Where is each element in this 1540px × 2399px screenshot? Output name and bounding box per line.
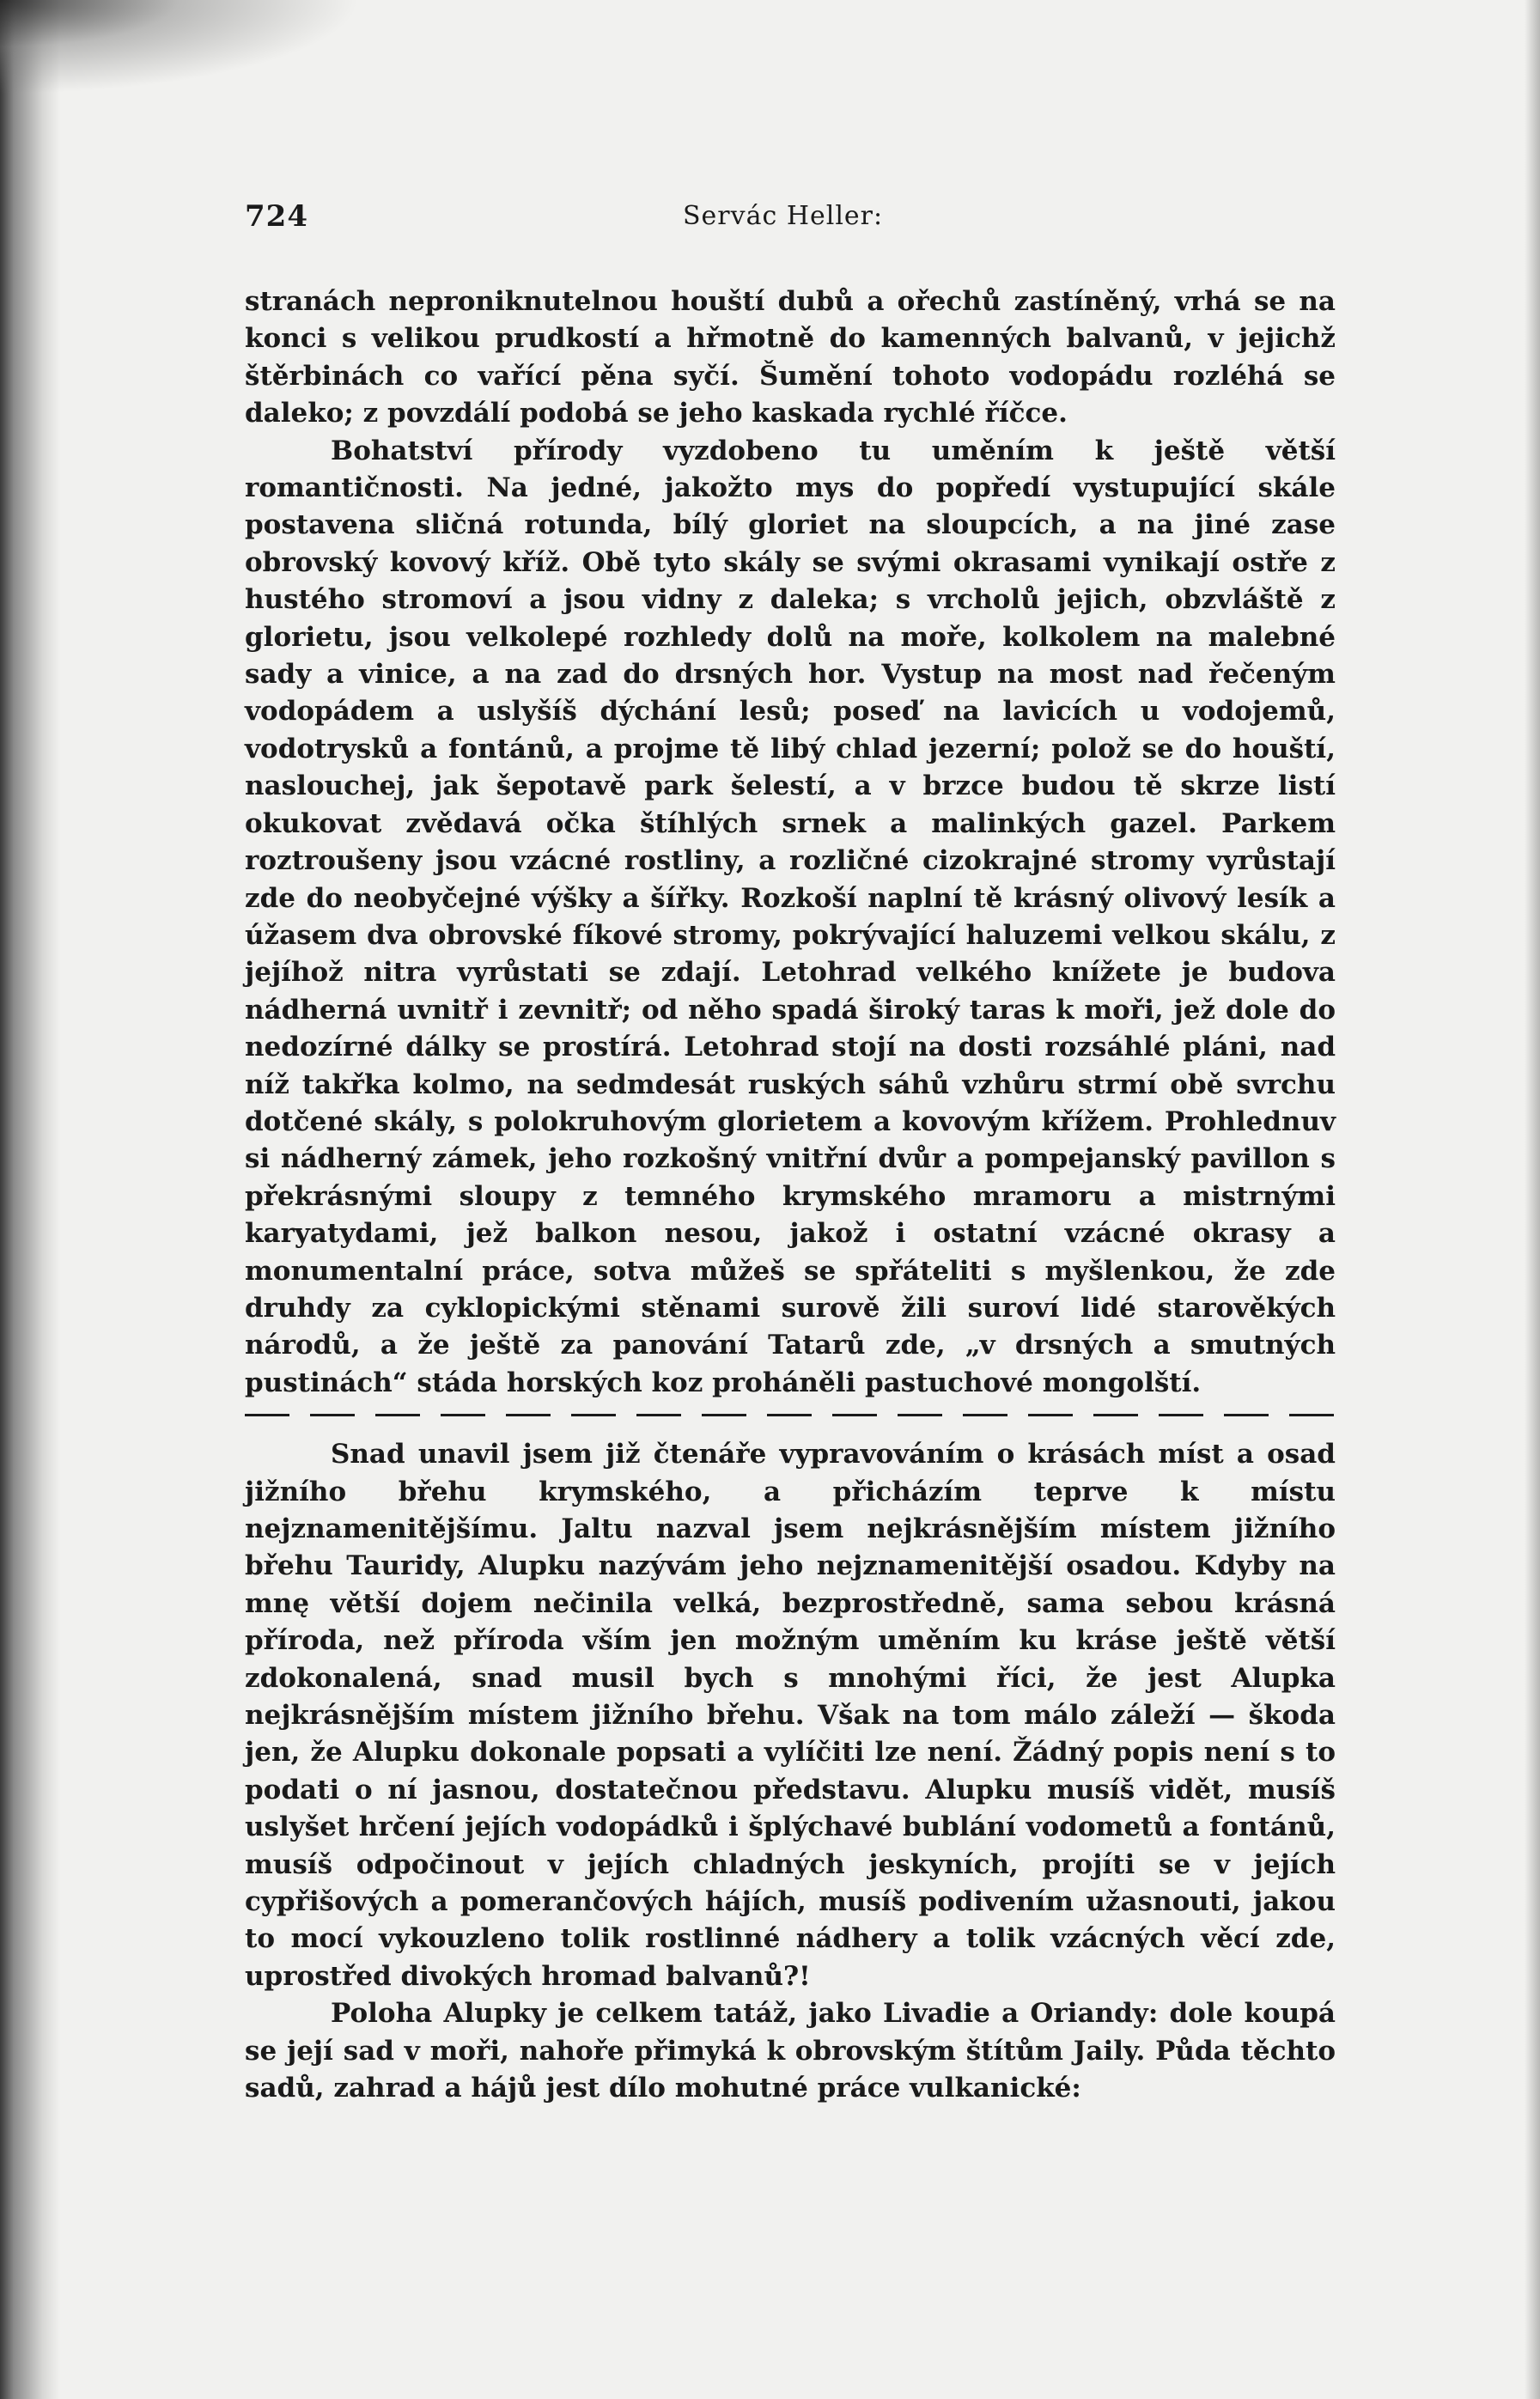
separator-dash (1093, 1414, 1138, 1416)
separator-dash (310, 1414, 355, 1416)
separator-dash (898, 1414, 942, 1416)
separator-dash (571, 1414, 616, 1416)
page-edge-shadow-top (0, 0, 361, 94)
page-edge-shadow-left (0, 0, 60, 2399)
separator-dash (441, 1414, 485, 1416)
separator-dash (375, 1414, 420, 1416)
separator-dash (767, 1414, 812, 1416)
separator-dash (506, 1414, 551, 1416)
paragraph: Snad unavil jsem již čtenáře vypravováním o krásách míst a osad jižního břehu krymského, a přicházím teprve k místu nejznamenitějšímu. Jaltu nazval jsem nejkrásnějším místem jižního břehu Tauridy, Alupku nazývám jeho nejznamenitější osadou. Kdyby na mnę větší dojem nečinila velká, bezprostředně, sama sebou krásná příroda, než příroda vším jen možným uměním ku kráse ještě větší zdokonalená, snad musil bych s mnohými říci, že jest Alupka nejkrásnějším místem jižního břehu. Však na tom málo záleží — škoda jen, že Alupku dokonale popsati a vylíčiti lze není. Žádný popis není s to podati o ní jasnou, dostatečnou představu. Alupku musíš vidět, musíš uslyšet hrčení jejích vodopádků i šplýchavé bublání vodometů a fontánů, musíš odpočinout v jejích chladných jeskyních, projíti se v jejích cypřišových a pomerančových hájích, musíš podivením užasnouti, jakou to mocí vykouzleno tolik rostlinné nádhery a tolik vzácných věcí zde, uprostřed divokých hromad balvanů?! (245, 1439, 1336, 1992)
separator-dash (1028, 1414, 1073, 1416)
body-text (245, 283, 1336, 2108)
page-edge-shadow-right (1525, 0, 1540, 2399)
page-number: 724 (245, 199, 308, 234)
separator-dash (963, 1414, 1007, 1416)
paragraph: stranách neproniknutelnou houští dubů a ořechů zastíněný, vrhá se na konci s velikou prudkostí a hřmotně do kamenných balvanů, v jejichž štěrbinách co vařící pěna syčí. Šumění tohoto vodopádu rozléhá se daleko; z povzdálí podobá se jeho kaskada rychlé říčce. (245, 286, 1336, 429)
separator-dash (636, 1414, 681, 1416)
running-head: Servác Heller: (683, 201, 884, 231)
section-two (245, 1436, 1336, 2107)
page-header (245, 199, 1344, 242)
separator-dash (1159, 1414, 1203, 1416)
separator-dash (702, 1414, 746, 1416)
paragraph: Poloha Alupky je celkem tatáž, jako Livadie a Oriandy: dole koupá se její sad v moři, nahoře přimyká k obrovským štítům Jaily. Půda těchto sadů, zahrad a hájů jest dílo mohutné práce vulkanické: (245, 1998, 1336, 2104)
paragraph: Bohatství přírody vyzdobeno tu uměním k ještě větší romantičnosti. Na jedné, jakožto mys do popředí vystupující skále postavena sličná rotunda, bílý gloriet na sloupcích, a na jiné zase obrovský kovový kříž. Obě tyto skály se svými okrasami vynikají ostře z hustého stromoví a jsou vidny z daleka; s vrcholů jejich, obzvláště z glorietu, jsou velkolepé rozhledy dolů na moře, kolkolem na malebné sady a vinice, a na zad do drsných hor. Vystup na most nad řečeným vodopádem a uslyšíš dýchání lesů; poseď na lavicích u vodojemů, vodotrysků a fontánů, a projme tě libý chlad jezerní; polož se do houští, naslouchej, jak šepotavě park šelestí, a v brzce budou tě skrze listí okukovat zvědavá očka štíhlých srnek a malinkých gazel. Parkem roztroušeny jsou vzácné rostliny, a rozličné cizokrajné stromy vyrůstají zde do neobyčejné výšky a šířky. Rozkoší naplní tě krásný olivový lesík a úžasem dva obrovské fíkové stromy, pokrývající haluzemi velkou skálu, z jejíhož nitra vyrůstati se zdají. Letohrad velkého knížete je budova nádherná uvnitř i zevnitř; od něho spadá široký taras k moři, jež dole do nedozírné dálky se prostírá. Letohrad stojí na dosti rozsáhlé pláni, nad níž takřka kolmo, na sedmdesát ruských sáhů vzhůru strmí obě svrchu dotčené skály, s polokruhovým glorietem a kovovým křížem. Prohlednuv si nádherný zámek, jeho rozkošný vnitřní dvůr a pompejanský pavillon s překrásnými sloupy z temného krymského mramoru a mistrnými karyatydami, jež balkon nesou, jakož i ostatní vzácné okrasy a monumentalní práce, sotva můžeš se spřáteliti s myšlenkou, že zde druhdy za cyklopickými stěnami surově žili suroví lidé starověkých národů, a že ještě za panování Tatarů zde, „v drsných a smutných pustinách“ stáda horských koz proháněli pastuchové mongolští. (245, 435, 1336, 1398)
separator-dash (832, 1414, 877, 1416)
separator-dash (1289, 1414, 1334, 1416)
separator-dash (245, 1414, 289, 1416)
section-separator (245, 1403, 1336, 1428)
separator-dash (1224, 1414, 1269, 1416)
